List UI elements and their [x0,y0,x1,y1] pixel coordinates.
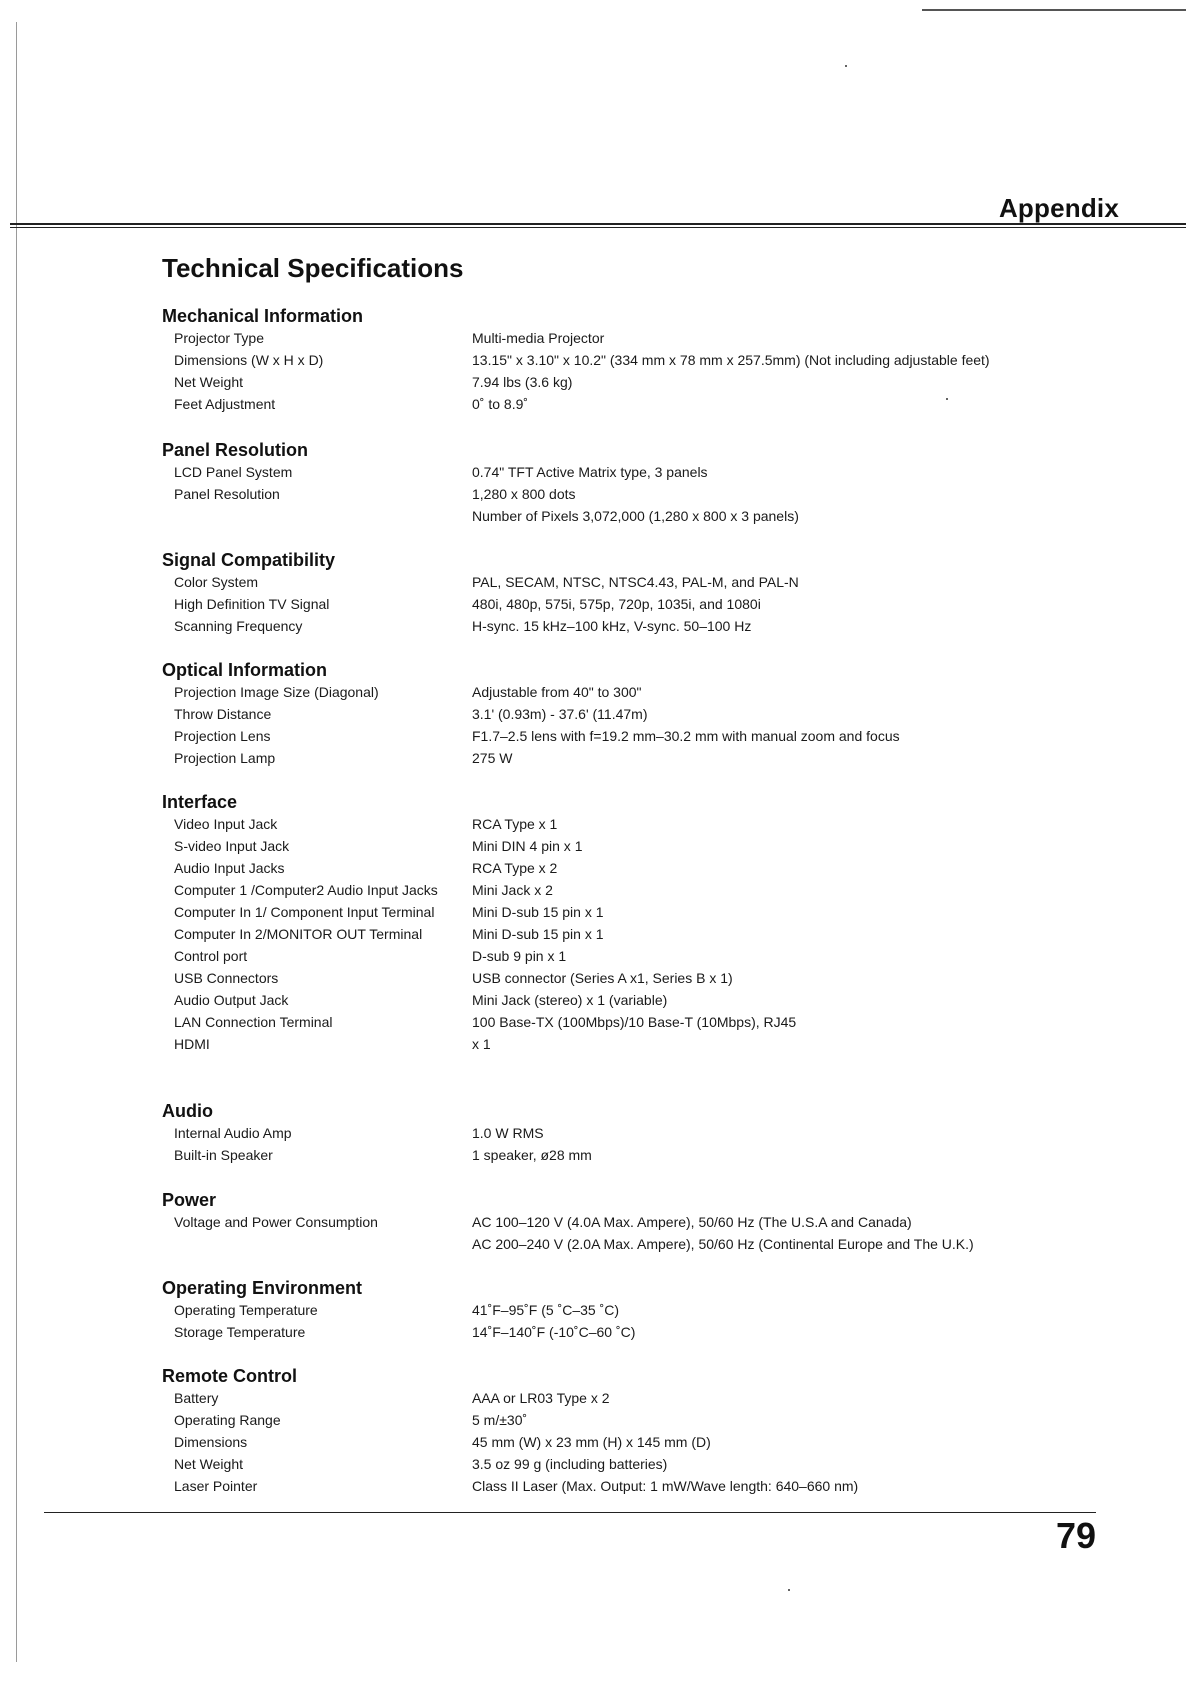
spec-row [0,706,1191,728]
top-corner-rule [922,9,1186,11]
spec-value: Mini D-sub 15 pin x 1 [472,926,604,942]
scan-speck [946,398,948,400]
spec-label: LAN Connection Terminal [174,1014,333,1030]
spec-value: 45 mm (W) x 23 mm (H) x 145 mm (D) [472,1434,711,1450]
spec-value: 14˚F–140˚F (-10˚C–60 ˚C) [472,1324,636,1340]
spec-value: AC 200–240 V (2.0A Max. Ampere), 50/60 Hz (Continental Europe and The U.K.) [472,1236,974,1252]
spec-label: Throw Distance [174,706,272,722]
spec-label: Audio Output Jack [174,992,289,1008]
spec-label: Laser Pointer [174,1478,258,1494]
spec-label: Projection Lens [174,728,271,744]
spec-label: LCD Panel System [174,464,293,480]
scan-speck [788,1589,790,1591]
spec-label: HDMI [174,1036,210,1052]
spec-value: 480i, 480p, 575i, 575p, 720p, 1035i, and 1080i [472,596,761,612]
spec-label: High Definition TV Signal [174,596,330,612]
spec-label: S-video Input Jack [174,838,290,854]
page-title: Technical Specifications [162,253,464,283]
spec-value: 0˚ to 8.9˚ [472,396,529,412]
page-number: 79 [1055,1515,1096,1556]
spec-label: Scanning Frequency [174,618,303,634]
spec-row [0,1036,1191,1058]
section-heading: Panel Resolution [162,440,309,460]
spec-row [0,926,1191,948]
spec-value: Mini Jack x 2 [472,882,553,898]
spec-row [0,1302,1191,1324]
spec-label: Net Weight [174,1456,243,1472]
spec-row [0,1324,1191,1346]
section-heading: Operating Environment [162,1278,363,1298]
spec-row [0,618,1191,640]
spec-label: Projection Lamp [174,750,276,766]
spec-label: Computer In 2/MONITOR OUT Terminal [174,926,423,942]
spec-row [0,1478,1191,1500]
spec-row [0,904,1191,926]
spec-row [0,464,1191,486]
appendix-header: Appendix [998,193,1119,223]
spec-label: Computer In 1/ Component Input Terminal [174,904,435,920]
spec-row [0,728,1191,750]
scan-speck [845,65,847,67]
spec-label: Projector Type [174,330,265,346]
spec-row [0,596,1191,618]
spec-value: 5 m/±30˚ [472,1412,528,1428]
spec-value: RCA Type x 2 [472,860,558,876]
spec-label: Operating Temperature [174,1302,318,1318]
spec-label: Operating Range [174,1412,281,1428]
spec-label: Audio Input Jacks [174,860,285,876]
spec-row [0,396,1191,418]
spec-value: Mini DIN 4 pin x 1 [472,838,583,854]
spec-value: USB connector (Series A x1, Series B x 1) [472,970,733,986]
spec-value: Multi-media Projector [472,330,605,346]
spec-value: 3.1' (0.93m) - 37.6' (11.47m) [472,706,648,722]
spec-label: Internal Audio Amp [174,1125,292,1141]
spec-row [0,948,1191,970]
spec-row [0,970,1191,992]
spec-row [0,574,1191,596]
spec-value: 275 W [472,750,513,766]
spec-row [0,816,1191,838]
spec-value: Mini Jack (stereo) x 1 (variable) [472,992,668,1008]
spec-row [0,1236,1191,1258]
section-heading: Remote Control [162,1366,297,1386]
spec-label: Dimensions [174,1434,248,1450]
spec-row [0,374,1191,396]
spec-label: Storage Temperature [174,1324,306,1340]
spec-label: Panel Resolution [174,486,280,502]
spec-value: AAA or LR03 Type x 2 [472,1390,610,1406]
spec-row [0,1214,1191,1236]
spec-value: RCA Type x 1 [472,816,558,832]
spec-value: 1.0 W RMS [472,1125,544,1141]
section-heading: Signal Compatibility [162,550,336,570]
spec-row [0,1434,1191,1456]
spec-value: x 1 [472,1036,491,1052]
spec-value: 7.94 lbs (3.6 kg) [472,374,573,390]
spec-value: PAL, SECAM, NTSC, NTSC4.43, PAL-M, and PAL-N [472,574,799,590]
spec-label: Battery [174,1390,219,1406]
spec-label: Computer 1 /Computer2 Audio Input Jacks [174,882,438,898]
spec-value: D-sub 9 pin x 1 [472,948,567,964]
spec-label: Dimensions (W x H x D) [174,352,324,368]
footer-rule [44,1512,1096,1513]
spec-label: Feet Adjustment [174,396,276,412]
header-rule-thin [10,227,1186,228]
spec-row [0,860,1191,882]
spec-row [0,330,1191,352]
section-heading: Mechanical Information [162,306,364,326]
section-heading: Audio [162,1101,213,1121]
spec-label: Built-in Speaker [174,1147,273,1163]
spec-row [0,1390,1191,1412]
spec-row [0,684,1191,706]
spec-row [0,750,1191,772]
spec-label: Projection Image Size (Diagonal) [174,684,379,700]
spec-label: Voltage and Power Consumption [174,1214,378,1230]
section-heading: Power [162,1190,217,1210]
spec-label: USB Connectors [174,970,279,986]
spec-row [0,1456,1191,1478]
spec-value: 100 Base-TX (100Mbps)/10 Base-T (10Mbps), RJ45 [472,1014,797,1030]
section-heading: Interface [162,792,238,812]
spec-value: 13.15" x 3.10" x 10.2" (334 mm x 78 mm x 257.5mm) (Not including adjustable feet) [472,352,990,368]
spec-label: Video Input Jack [174,816,278,832]
spec-label: Color System [174,574,259,590]
spec-label: Net Weight [174,374,243,390]
spec-row [0,1412,1191,1434]
spec-value: 1,280 x 800 dots [472,486,576,502]
section-heading: Optical Information [162,660,328,680]
spec-value: Mini D-sub 15 pin x 1 [472,904,604,920]
spec-value: Number of Pixels 3,072,000 (1,280 x 800 x 3 panels) [472,508,799,524]
spec-value: F1.7–2.5 lens with f=19.2 mm–30.2 mm with manual zoom and focus [472,728,900,744]
spec-value: AC 100–120 V (4.0A Max. Ampere), 50/60 Hz (The U.S.A and Canada) [472,1214,912,1230]
spec-row [0,992,1191,1014]
spec-value: 41˚F–95˚F (5 ˚C–35 ˚C) [472,1302,620,1318]
spec-row [0,486,1191,508]
spec-value: H-sync. 15 kHz–100 kHz, V-sync. 50–100 Hz [472,618,752,634]
spec-value: 1 speaker, ø28 mm [472,1147,592,1163]
spec-row [0,352,1191,374]
spec-row [0,1125,1191,1147]
spec-row [0,838,1191,860]
spec-row [0,508,1191,530]
spec-row [0,1147,1191,1169]
spec-label: Control port [174,948,248,964]
spec-value: 0.74" TFT Active Matrix type, 3 panels [472,464,708,480]
spec-value: Adjustable from 40" to 300" [472,684,642,700]
spec-value: Class II Laser (Max. Output: 1 mW/Wave length: 640–660 nm) [472,1478,859,1494]
header-rule [10,223,1186,225]
spec-row [0,882,1191,904]
spec-value: 3.5 oz 99 g (including batteries) [472,1456,668,1472]
spec-row [0,1014,1191,1036]
